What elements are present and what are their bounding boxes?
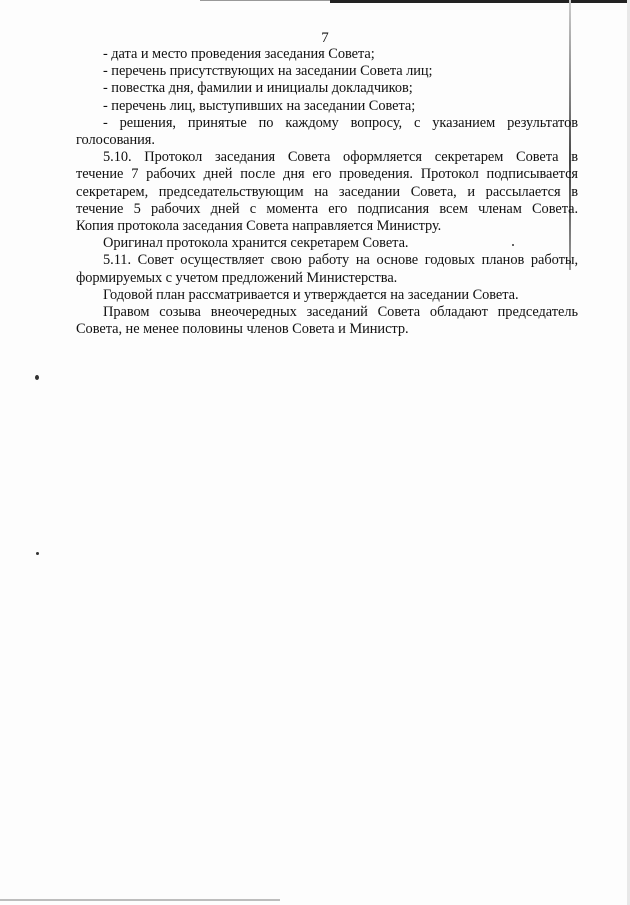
scan-edge-top-fade (200, 0, 330, 1)
paragraph-extraordinary-line-1: Правом созыва внеочередных заседаний Совета обладают председатель (103, 304, 578, 321)
paragraph-5-11-line-2: формируемых с учетом предложений Министерства. (76, 269, 398, 286)
scan-edge-bottom (0, 899, 280, 901)
list-item-date-place: - дата и место проведения заседания Совета; (103, 46, 375, 62)
paragraph-5-10-line-5: Копия протокола заседания Совета направляется Министру. (76, 218, 442, 235)
scan-speck (512, 244, 514, 246)
paragraph-extraordinary-line-2: Совета, не менее половины членов Совета и Министр. (76, 321, 409, 338)
list-item-attendees: - перечень присутствующих на заседании Совета лиц; (103, 63, 433, 80)
scan-speck (35, 375, 39, 380)
paragraph-5-10-line-1: 5.10. Протокол заседания Совета оформляется секретарем Совета в (103, 149, 578, 166)
paragraph-5-11-line-1: 5.11. Совет осуществляет свою работу на основе годовых планов работы, (103, 252, 578, 269)
document-body (76, 46, 578, 338)
page-number: 7 (321, 30, 329, 46)
paragraph-original: Оригинал протокола хранится секретарем Совета. (103, 235, 409, 252)
list-item-speakers: - перечень лиц, выступивших на заседании Совета; (103, 97, 416, 114)
scan-speck (36, 552, 39, 555)
paragraph-5-10-line-2: течение 7 рабочих дней после дня его проведения. Протокол подписывается (76, 166, 578, 183)
list-item-decisions-cont: голосования. (76, 132, 155, 149)
paragraph-5-10-line-4: течение 5 рабочих дней с момента его подписания всем членам Совета. (76, 200, 578, 217)
scan-edge-top (330, 0, 630, 3)
paragraph-annual-plan: Годовой план рассматривается и утверждается на заседании Совета. (103, 286, 519, 303)
list-item-decisions: - решения, принятые по каждому вопросу, с указанием результатов (103, 114, 578, 131)
list-item-agenda: - повестка дня, фамилии и инициалы докладчиков; (103, 80, 413, 97)
paragraph-5-10-line-3: секретарем, председательствующим на заседании Совета, и рассылается в (76, 183, 578, 200)
